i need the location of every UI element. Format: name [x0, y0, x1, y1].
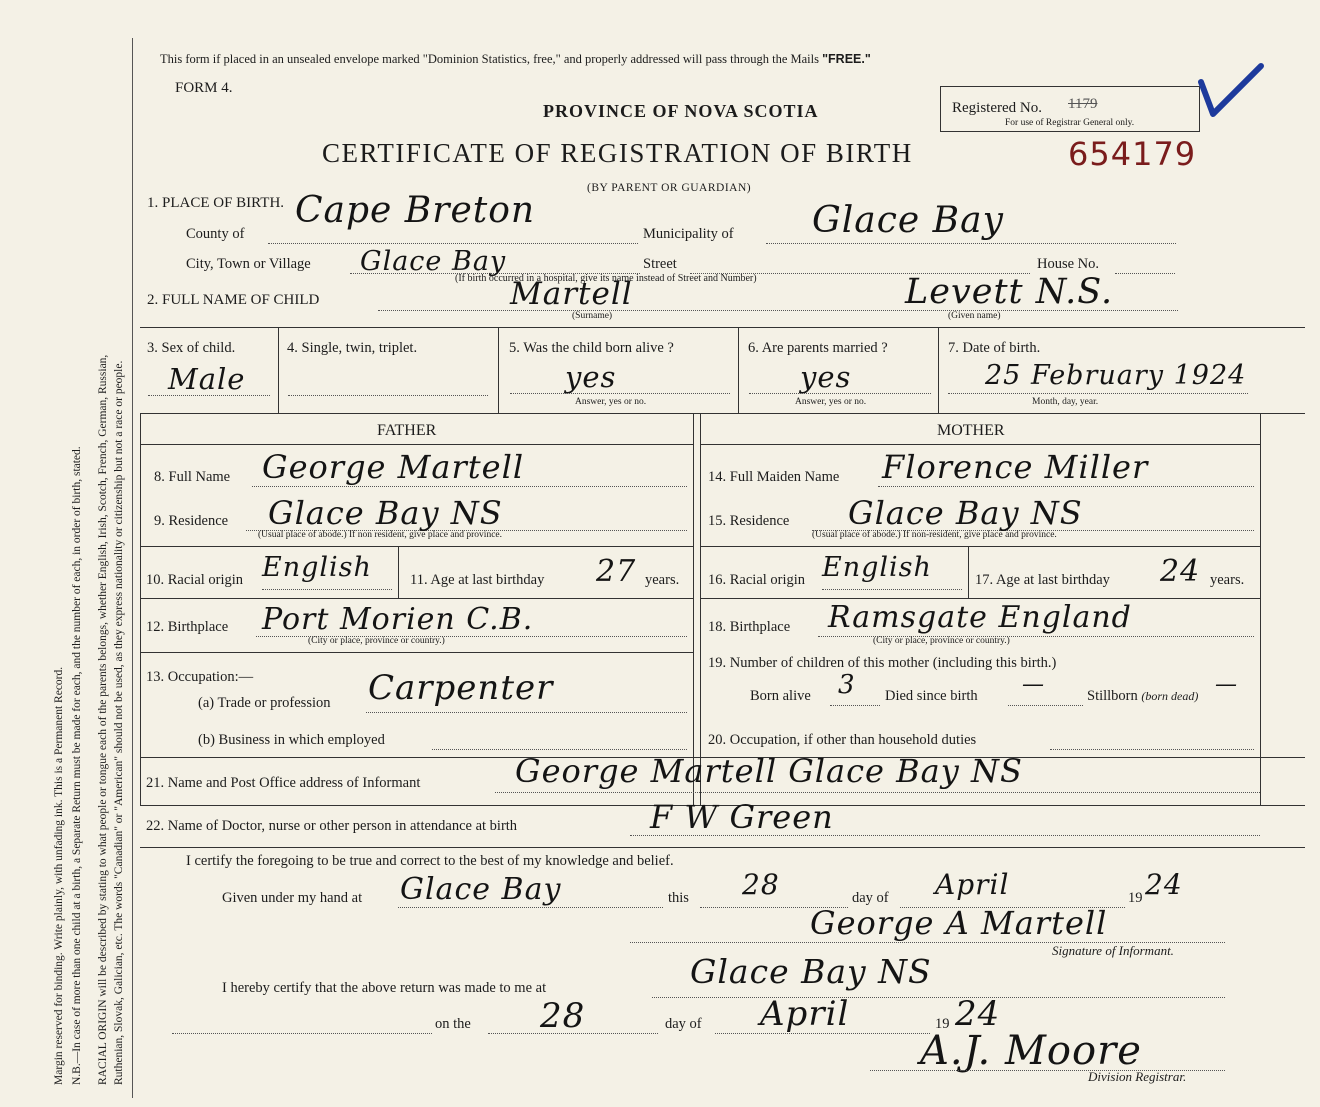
single-label: 4. Single, twin, triplet.	[287, 340, 418, 356]
mother-residence-label: 15. Residence	[708, 513, 790, 529]
mother-age-label: 17. Age at last birthday	[975, 572, 1110, 588]
day-of-label: day of	[852, 890, 889, 906]
mother-race-divider	[968, 546, 969, 598]
father-age-value: 27	[596, 554, 637, 589]
certificate-title: CERTIFICATE OF REGISTRATION OF BIRTH	[322, 138, 913, 168]
mother-birthplace-caption: (City or place, province or country.)	[873, 636, 1010, 646]
row3-divider-1	[278, 327, 279, 413]
day-value: 28	[742, 868, 780, 901]
year-value: 24	[1145, 868, 1183, 901]
father-birthplace-value: Port Morien C.B.	[262, 602, 534, 637]
child-given-name: Levett N.S.	[905, 272, 1114, 312]
on-the-label: on the	[435, 1016, 471, 1032]
father-years-label: years.	[645, 572, 680, 588]
mother-race-value: English	[822, 552, 932, 583]
stillborn-italic: (born dead)	[1141, 689, 1199, 703]
margin-line-2: N.B.—In case of more than one child at a birth, a Separate Return must be made for each, and the number of each, in order of birth, stated.	[71, 446, 83, 1085]
place-label: 1. PLACE OF BIRTH.	[147, 195, 285, 211]
sex-line	[148, 395, 270, 396]
year-prefix: 19	[1128, 890, 1143, 906]
margin-line-1: Margin reserved for binding. Write plainly, with unfading ink. This is a Permanent Record.	[53, 666, 65, 1085]
born-alive-line	[830, 705, 880, 706]
county-line	[268, 243, 638, 244]
father-race-value: English	[262, 552, 372, 583]
trade-line	[366, 712, 687, 713]
single-line	[288, 395, 488, 396]
registrar-note: For use of Registrar General only.	[1005, 118, 1135, 128]
margin-line-3: RACIAL ORIGIN will be described by stating to what people or tongue each of the parents belongs, whether English, Irish, Scotch, French, German, Russian,	[97, 354, 109, 1085]
margin-rule	[132, 38, 133, 1098]
given-label: Given under my hand at	[222, 890, 363, 906]
married-line	[749, 393, 931, 394]
certificate-subtitle: (BY PARENT OR GUARDIAN)	[587, 182, 752, 194]
row3-bottom-rule	[140, 413, 1305, 414]
father-residence-label: 9. Residence	[154, 513, 229, 529]
father-rule-2	[140, 598, 693, 599]
alive-caption: Answer, yes or no.	[575, 397, 647, 407]
died-value: —	[1022, 672, 1045, 697]
row3-divider-3	[738, 327, 739, 413]
form-number: FORM 4.	[175, 80, 233, 96]
alive-label: 5. Was the child born alive ?	[509, 340, 674, 356]
mother-race-label: 16. Racial origin	[708, 572, 806, 588]
died-label: Died since birth	[885, 688, 978, 704]
father-residence-value: Glace Bay NS	[268, 494, 503, 532]
registrar-statement: I hereby certify that the above return was made to me at	[222, 980, 547, 996]
reg-day-value: 28	[540, 996, 586, 1036]
given-caption: (Given name)	[948, 311, 1001, 321]
certify-statement: I certify the foregoing to be true and correct to the best of my knowledge and belief.	[186, 853, 674, 869]
reg-year-prefix: 19	[935, 1016, 950, 1032]
mother-age-value: 24	[1160, 554, 1201, 589]
mother-race-line	[822, 589, 962, 590]
children-count-label: 19. Number of children of this mother (including this birth.)	[708, 655, 1057, 671]
informant-signature-caption: Signature of Informant.	[1052, 943, 1174, 958]
father-race-line	[262, 589, 392, 590]
date-line	[948, 393, 1248, 394]
city-value: Glace Bay	[360, 246, 507, 277]
mother-residence-caption: (Usual place of abode.) If non-resident, give place and province.	[812, 530, 1057, 540]
mother-right-rule	[1260, 413, 1261, 805]
father-race-label: 10. Racial origin	[146, 572, 244, 588]
sex-label: 3. Sex of child.	[147, 340, 236, 356]
mail-notice	[160, 52, 871, 67]
business-label: (b) Business in which employed	[198, 732, 385, 748]
stillborn-label-text: Stillborn	[1087, 688, 1138, 704]
certificate-number: 654179	[1068, 135, 1197, 173]
date-label: 7. Date of birth.	[948, 340, 1041, 356]
margin-line-4: Ruthenian, Slovak, Galician, etc. The words "Canadian" or "American" should not be used, as they express nationality or citizenship but not a race or people.	[113, 360, 125, 1085]
sex-value: Male	[168, 362, 246, 396]
business-line	[432, 749, 687, 750]
married-caption: Answer, yes or no.	[795, 397, 867, 407]
date-caption: Month, day, year.	[1032, 397, 1099, 407]
reg-year-value: 24	[955, 994, 1001, 1034]
date-value: 25 February 1924	[985, 360, 1247, 391]
stillborn-label	[1087, 688, 1198, 705]
father-birthplace-caption: (City or place, province or country.)	[308, 636, 445, 646]
row3-top-rule	[140, 327, 1305, 328]
mother-occupation-label: 20. Occupation, if other than household duties	[708, 732, 977, 748]
center-rule-left	[693, 413, 694, 805]
house-label: House No.	[1037, 256, 1100, 272]
street-label: Street	[643, 256, 677, 272]
father-heading: FATHER	[377, 422, 437, 439]
city-label: City, Town or Village	[186, 256, 311, 272]
reg-day-of-label: day of	[665, 1016, 702, 1032]
father-name-value: George Martell	[262, 448, 525, 486]
municipality-value: Glace Bay	[812, 200, 1004, 241]
father-rule-3	[140, 652, 693, 653]
father-race-divider	[398, 546, 399, 598]
doctor-value: F W Green	[650, 798, 834, 836]
mother-rule-1	[700, 546, 1260, 547]
registrar-place-value: Glace Bay NS	[690, 952, 932, 991]
registered-value: 1179	[1068, 96, 1098, 112]
father-birthplace-label: 12. Birthplace	[146, 619, 229, 635]
mother-rule-2	[700, 598, 1260, 599]
informant-value: George Martell Glace Bay NS	[515, 752, 1023, 790]
reg-month-value: April	[760, 994, 850, 1034]
father-heading-rule	[140, 444, 693, 445]
check-mark-icon	[1195, 62, 1265, 122]
surname-caption: (Surname)	[572, 311, 613, 321]
mail-notice-text: This form if placed in an unsealed envelope marked "Dominion Statistics, free," and properly addressed will pass through the Mails	[160, 52, 819, 66]
informant-label: 21. Name and Post Office address of Informant	[146, 775, 421, 791]
house-line	[1115, 273, 1175, 274]
registered-label: Registered No.	[952, 100, 1042, 116]
center-rule-right	[700, 413, 701, 805]
father-occupation-label: 13. Occupation:—	[146, 669, 254, 685]
married-label: 6. Are parents married ?	[748, 340, 888, 356]
informant-signature: George A Martell	[810, 904, 1108, 942]
county-label: County of	[186, 226, 245, 242]
child-name-label: 2. FULL NAME OF CHILD	[147, 292, 320, 308]
certify-rule	[140, 847, 1305, 848]
father-name-line	[252, 486, 687, 487]
father-age-label: 11. Age at last birthday	[410, 572, 545, 588]
informant-line	[495, 792, 1260, 793]
municipality-label: Municipality of	[643, 226, 734, 242]
mother-name-value: Florence Miller	[882, 448, 1149, 486]
trade-label: (a) Trade or profession	[198, 695, 331, 711]
doctor-label: 22. Name of Doctor, nurse or other person in attendance at birth	[146, 818, 518, 834]
father-rule-1	[140, 546, 693, 547]
given-place-value: Glace Bay	[400, 872, 562, 907]
trade-value: Carpenter	[368, 668, 554, 708]
married-value: yes	[800, 360, 852, 394]
registrar-signature: A.J. Moore	[920, 1028, 1142, 1074]
alive-value: yes	[565, 360, 617, 394]
registrar-blank-line	[172, 1033, 432, 1034]
child-surname: Martell	[510, 276, 633, 312]
mother-occupation-line	[1050, 749, 1254, 750]
month-value: April	[935, 868, 1010, 901]
county-value: Cape Breton	[295, 190, 536, 231]
mother-name-label: 14. Full Maiden Name	[708, 469, 840, 485]
alive-line	[510, 393, 730, 394]
mail-free: "FREE."	[822, 52, 871, 66]
died-line	[1008, 705, 1083, 706]
municipality-line	[766, 243, 1176, 244]
born-alive-label: Born alive	[750, 688, 811, 704]
hospital-note: (If birth occurred in a hospital, give its name instead of Street and Number)	[455, 273, 757, 284]
province-heading: PROVINCE OF NOVA SCOTIA	[543, 101, 819, 121]
father-left-rule	[140, 413, 141, 805]
father-residence-caption: (Usual place of abode.) If non resident, give place and province.	[258, 530, 502, 540]
registrar-place-line	[652, 997, 1225, 998]
this-label: this	[668, 890, 689, 906]
given-place-line	[398, 907, 663, 908]
mother-years-label: years.	[1210, 572, 1245, 588]
row3-divider-4	[938, 327, 939, 413]
mother-heading-rule	[700, 444, 1260, 445]
stillborn-value: —	[1215, 672, 1238, 697]
mother-name-line	[878, 486, 1254, 487]
born-alive-value: 3	[838, 670, 856, 700]
mother-birthplace-label: 18. Birthplace	[708, 619, 791, 635]
binding-margin	[0, 0, 130, 1107]
mother-birthplace-value: Ramsgate England	[828, 600, 1132, 635]
mother-residence-value: Glace Bay NS	[848, 494, 1083, 532]
father-name-label: 8. Full Name	[154, 469, 231, 485]
registrar-caption: Division Registrar.	[1088, 1069, 1187, 1084]
mother-heading: MOTHER	[937, 422, 1005, 439]
row3-divider-2	[498, 327, 499, 413]
